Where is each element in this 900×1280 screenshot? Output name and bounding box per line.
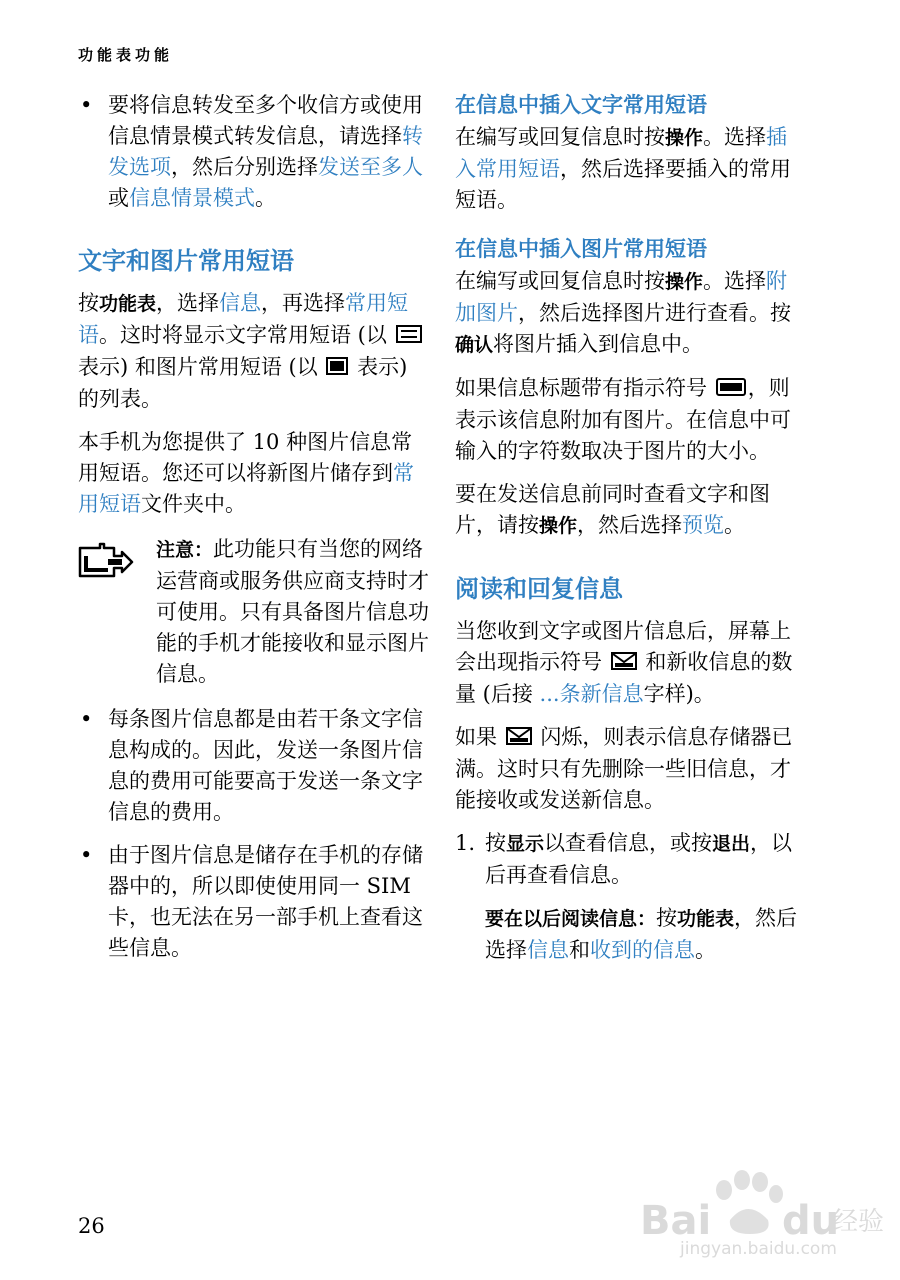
note-label: 注意：	[156, 539, 214, 561]
watermark-url: jingyan.baidu.com	[680, 1239, 837, 1259]
key-menu: 功能表	[677, 908, 735, 930]
paragraph	[455, 122, 800, 216]
text: 按	[656, 906, 678, 930]
baidu-jingyan-watermark	[620, 1150, 890, 1260]
link-templates-folder[interactable]: 常用短语	[78, 461, 414, 516]
note-text	[156, 534, 430, 690]
key-exit: 退出	[712, 833, 751, 855]
text: ，然后选择图片进行查看。按	[518, 301, 791, 325]
paragraph	[78, 288, 430, 415]
list-item	[78, 704, 430, 828]
note-box	[78, 534, 430, 690]
link-insert-template[interactable]: 插入常用短语	[455, 125, 788, 181]
bullet-text: 由于图片信息是储存在手机的存储器中的，所以即使使用同一 SIM 卡，也无法在另一部手机上查看这些信息。	[108, 843, 423, 960]
new-message-envelope-icon	[506, 723, 532, 754]
link-templates[interactable]: 常用短语	[78, 291, 409, 347]
text: 要在发送信息前同时查看文字和图片，请按	[455, 482, 770, 537]
page-number: 26	[78, 1214, 105, 1238]
link-messages[interactable]: 信息	[527, 938, 569, 962]
link-forward-options[interactable]: 转发选项	[108, 124, 423, 179]
text: 将图片插入到信息中。	[493, 332, 704, 356]
text: 本手机为您提供了 10 种图片信息常用短语。您还可以将新图片储存到	[78, 430, 413, 485]
bullet-text: 或	[108, 186, 129, 210]
link-send-to-many[interactable]: 发送至多人	[318, 155, 423, 179]
paragraph	[455, 373, 800, 467]
text: 此功能只有当您的网络运营商或服务供应商支持时才可使用。只有具备图片信息功能的手机才能接收和显示图片信息。	[156, 537, 429, 686]
watermark-brand2: du	[782, 1198, 840, 1244]
numbered-step	[455, 828, 800, 966]
paragraph	[455, 616, 800, 710]
text: ，以后再查看信息。	[485, 831, 793, 887]
key-show: 显示	[506, 833, 545, 855]
link-attach-picture[interactable]: 附加图片	[455, 269, 788, 325]
text: 表示) 和图片常用短语 (以	[78, 355, 325, 379]
link-preview[interactable]: 预览	[682, 513, 725, 537]
picture-template-icon	[326, 353, 348, 384]
key-options: 操作	[665, 127, 704, 149]
text: 按	[485, 831, 506, 855]
text: ，选择	[156, 291, 220, 315]
text: ，然后选择要插入的常用短语。	[455, 157, 791, 212]
text: 表示) 的列表。	[78, 355, 408, 411]
text: 如果	[455, 725, 504, 749]
text: 当您收到文字或图片信息后，屏幕上会出现指示符号	[455, 619, 791, 674]
paw-logo-icon	[716, 1170, 783, 1234]
text: ，再选择	[261, 291, 346, 315]
heading-insert-text-template: 在信息中插入文字常用短语	[455, 93, 707, 117]
link-new-messages[interactable]: ...条新信息	[539, 682, 644, 706]
text: 字样)。	[643, 682, 715, 706]
text-template-icon	[396, 321, 422, 352]
text: 和新收信息的数量 (后接	[455, 650, 793, 706]
text: 在编写或回复信息时按	[455, 125, 665, 149]
key-confirm: 确认	[455, 334, 494, 356]
list-item	[78, 840, 430, 964]
watermark-cn: 经验	[832, 1207, 885, 1237]
section-heading-read-reply: 阅读和回复信息	[455, 575, 623, 603]
link-inbox[interactable]: 收到的信息	[590, 938, 695, 962]
paragraph	[455, 722, 800, 816]
key-menu: 功能表	[99, 293, 157, 315]
link-message-profile[interactable]: 信息情景模式	[129, 186, 255, 210]
text: 。这时将显示文字常用短语 (以	[99, 323, 394, 347]
paragraph	[455, 479, 800, 542]
watermark-brand: Bai	[640, 1198, 712, 1244]
picture-attachment-icon	[716, 374, 746, 405]
list-item	[78, 90, 430, 214]
text: ，然后选择	[577, 513, 683, 537]
key-options: 操作	[665, 271, 704, 293]
note-hand-icon	[78, 542, 134, 578]
text: 以查看信息，或按	[544, 831, 713, 855]
bullet-dot: •	[80, 93, 93, 117]
text: 。	[695, 938, 716, 962]
text: 文件夹中。	[141, 492, 246, 516]
text: 在编写或回复信息时按	[455, 269, 665, 293]
paragraph	[78, 427, 430, 520]
note-lead: 要在以后阅读信息：	[485, 908, 657, 930]
bullet-list-bottom	[78, 704, 430, 964]
text: 如果信息标题带有指示符号	[455, 376, 714, 400]
section-heading-templates: 文字和图片常用短语	[78, 247, 294, 275]
paragraph	[455, 266, 800, 361]
text: 。选择	[703, 125, 767, 149]
right-column	[455, 90, 800, 978]
step-note	[485, 903, 800, 966]
bullet-text: ，然后分别选择	[171, 155, 318, 179]
text: 。选择	[703, 269, 767, 293]
new-message-envelope-icon	[611, 648, 637, 679]
bullet-text: 每条图片信息都是由若干条文字信息构成的。因此，发送一条图片信息的费用可能要高于发送一条文字信息的费用。	[108, 707, 423, 824]
bullet-text: 。	[255, 186, 276, 210]
bullet-list-top	[78, 90, 430, 214]
step-number: 1.	[455, 831, 476, 855]
link-messages[interactable]: 信息	[219, 291, 262, 315]
running-header: 功能表功能	[78, 46, 174, 64]
text: ，然后选择	[485, 906, 798, 962]
text: 和	[569, 938, 590, 962]
key-options: 操作	[539, 515, 578, 537]
text: ，则表示该信息附加有图片。在信息中可输入的字符数取决于图片的大小。	[455, 376, 791, 463]
left-column	[78, 90, 430, 976]
text: 。	[724, 513, 746, 537]
bullet-text: 要将信息转发至多个收信方或使用信息情景模式转发信息，请选择	[108, 93, 423, 148]
bullet-dot: •	[80, 707, 93, 731]
heading-insert-picture-template: 在信息中插入图片常用短语	[455, 237, 707, 261]
text: 闪烁，则表示信息存储器已满。这时只有先删除一些旧信息，才能接收或发送新信息。	[455, 725, 793, 812]
step-text	[485, 828, 800, 891]
bullet-dot: •	[80, 843, 93, 867]
text: 按	[78, 291, 99, 315]
